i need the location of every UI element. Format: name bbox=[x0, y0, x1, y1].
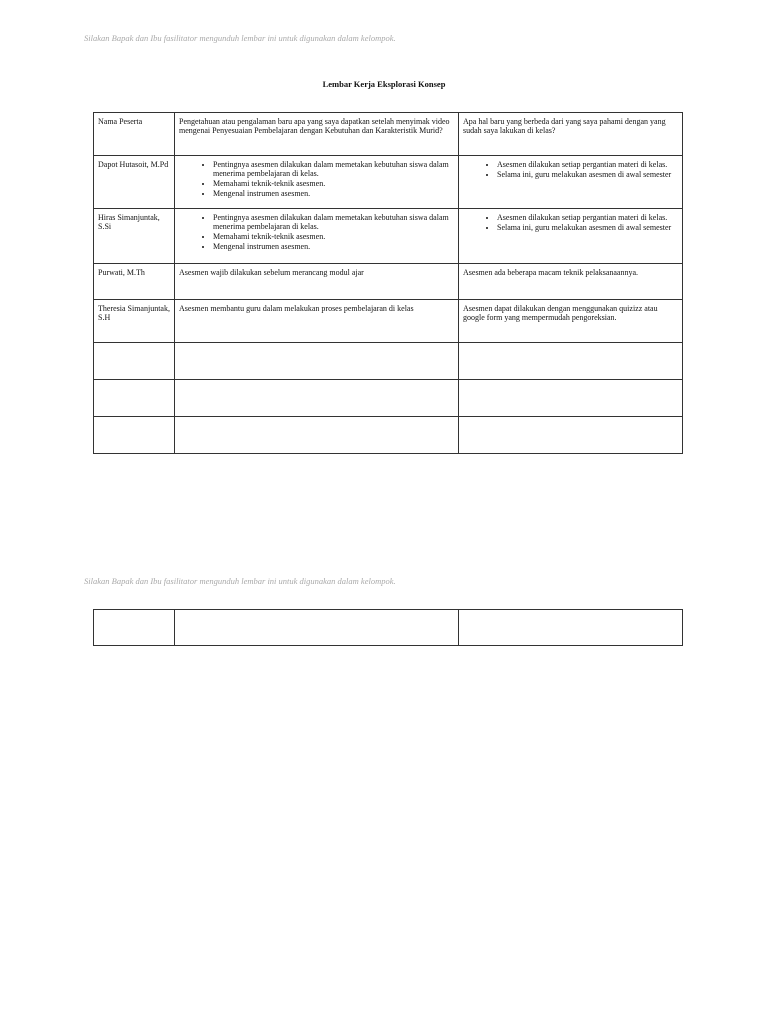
empty-cell bbox=[459, 343, 683, 380]
empty-cell bbox=[94, 610, 175, 646]
knowledge-list bbox=[179, 160, 454, 199]
empty-cell bbox=[94, 380, 175, 417]
knowledge-cell bbox=[175, 209, 459, 264]
worksheet-title: Lembar Kerja Eksplorasi Konsep bbox=[322, 79, 446, 89]
worksheet-table bbox=[93, 112, 683, 454]
participant-name: Dapot Hutasoit, M.Pd bbox=[94, 156, 175, 209]
list-item: • Selama ini, guru melakukan asesmen di awal semester bbox=[497, 223, 678, 233]
empty-cell bbox=[459, 380, 683, 417]
header-nama-peserta: Nama Peserta bbox=[94, 113, 175, 156]
list-item: • Pentingnya asesmen dilakukan dalam memetakan kebutuhan siswa dalam menerima pembelajaran di kelas. bbox=[213, 213, 454, 232]
difference-cell: Asesmen dapat dilakukan dengan menggunakan quizizz atau google form yang mempermudah pengoreksian. bbox=[459, 300, 683, 343]
list-item: • Pentingnya asesmen dilakukan dalam memetakan kebutuhan siswa dalam menerima pembelajaran di kelas. bbox=[213, 160, 454, 179]
list-item: • Selama ini, guru melakukan asesmen di awal semester bbox=[497, 170, 678, 180]
participant-name: Theresia Simanjuntak, S.H bbox=[94, 300, 175, 343]
empty-cell bbox=[175, 417, 459, 454]
list-item: • Asesmen dilakukan setiap pergantian materi di kelas. bbox=[497, 213, 678, 223]
list-item: • Mengenal instrumen asesmen. bbox=[213, 189, 454, 199]
participant-name: Hiras Simanjuntak, S.Si bbox=[94, 209, 175, 264]
list-item: • Memahami teknik-teknik asesmen. bbox=[213, 232, 454, 242]
list-item: • Asesmen dilakukan setiap pergantian materi di kelas. bbox=[497, 160, 678, 170]
difference-cell bbox=[459, 156, 683, 209]
table-header-row bbox=[94, 113, 683, 156]
list-item: • Mengenal instrumen asesmen. bbox=[213, 242, 454, 252]
empty-cell bbox=[459, 417, 683, 454]
participant-name: Purwati, M.Th bbox=[94, 264, 175, 300]
empty-table-row bbox=[94, 343, 683, 380]
list-item: • Memahami teknik-teknik asesmen. bbox=[213, 179, 454, 189]
difference-list bbox=[463, 160, 678, 180]
instruction-note-bottom: Silakan Bapak dan Ibu fasilitator mengunduh lembar ini untuk digunakan dalam kelompok. bbox=[84, 576, 396, 586]
empty-table-row bbox=[94, 417, 683, 454]
second-page-table bbox=[93, 609, 683, 646]
empty-cell bbox=[459, 610, 683, 646]
header-hal-baru: Apa hal baru yang berbeda dari yang saya pahami dengan yang sudah saya lakukan di kelas? bbox=[459, 113, 683, 156]
empty-table-row bbox=[94, 380, 683, 417]
table-row bbox=[94, 209, 683, 264]
table-row bbox=[94, 264, 683, 300]
knowledge-list bbox=[179, 213, 454, 252]
empty-cell bbox=[94, 343, 175, 380]
empty-cell bbox=[175, 343, 459, 380]
empty-cell bbox=[175, 610, 459, 646]
instruction-note-top: Silakan Bapak dan Ibu fasilitator mengunduh lembar ini untuk digunakan dalam kelompok. bbox=[84, 33, 396, 43]
knowledge-cell: Asesmen wajib dilakukan sebelum merancang modul ajar bbox=[175, 264, 459, 300]
table-row bbox=[94, 300, 683, 343]
table-row bbox=[94, 156, 683, 209]
knowledge-cell: Asesmen membantu guru dalam melakukan proses pembelajaran di kelas bbox=[175, 300, 459, 343]
empty-cell bbox=[94, 417, 175, 454]
difference-cell: Asesmen ada beberapa macam teknik pelaksanaannya. bbox=[459, 264, 683, 300]
difference-cell bbox=[459, 209, 683, 264]
knowledge-cell bbox=[175, 156, 459, 209]
empty-cell bbox=[175, 380, 459, 417]
difference-list bbox=[463, 213, 678, 233]
empty-table-row bbox=[94, 610, 683, 646]
header-pengetahuan: Pengetahuan atau pengalaman baru apa yang saya dapatkan setelah menyimak video mengenai Penyesuaian Pembelajaran dengan Kebutuhan dan Karakteristik Murid? bbox=[175, 113, 459, 156]
